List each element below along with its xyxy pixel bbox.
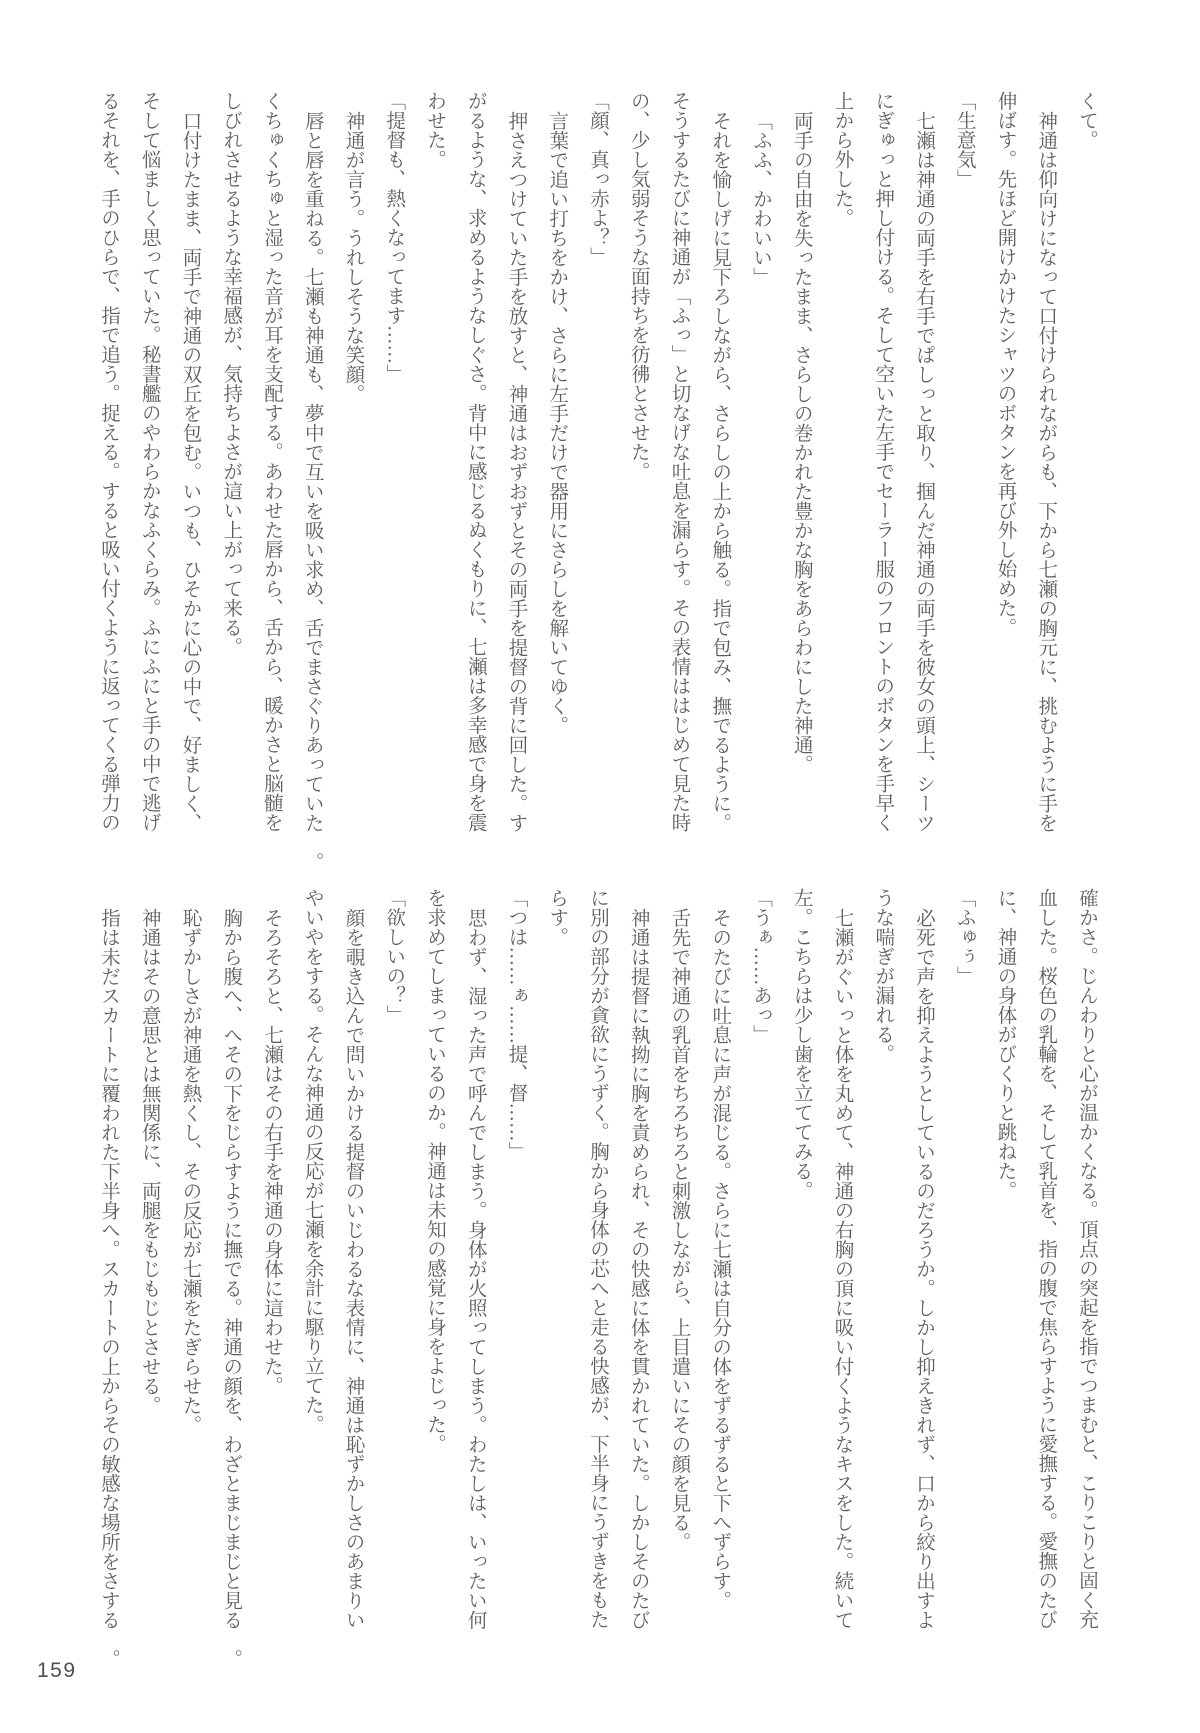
paragraph: 恥ずかしさが神通を熱くし、その反応が七瀬をたぎらせた。 (179, 907, 201, 1434)
dialogue-line: 「ふふ、かわいい」 (750, 110, 771, 286)
paragraph: そのたびに吐息に声が混じる。さらに七瀬は自分の体をずるずると下へずらす。 (709, 907, 731, 1610)
paragraph: 神通は提督に執拗に胸を責められ、その快感に体を貫かれていた。しかしそのたびに別の部分が貪欲にうずく。胸から身体の芯へと走る快感が、下半身にうずきをもたらす。 (546, 888, 649, 1629)
paragraph: 確かさ。じんわりと心が温かくなる。頂点の突起を指でつまむと、こりこりと固く充血した。桜色の乳輪を、そして乳首を、指の腹で焦らすように愛撫する。愛撫のたびに、神通の身体がびくりと跳ねた。 (994, 888, 1097, 1629)
paragraph: 胸から腹へ、へその下をじらすように撫でる。神通の顔を、わざとまじまじと見る。 (220, 907, 242, 1668)
dialogue-line: 「ふゅぅ」 (953, 888, 975, 986)
dialogue-line: 「つは……ぁ……提、督……」 (505, 888, 527, 1161)
dialogue-line: 「顔、真っ赤よ？」 (587, 91, 608, 267)
paragraph: そうするたびに神通が「ふっ」と切なげな吐息を漏らす。その表情ははじめて見た時の、少し気弱そうな面持ちを彷彿とさせた。 (627, 91, 690, 832)
paragraph: 必死で声を抑えようとしているのだろうか。しかし抑えきれず、口から絞り出すような喘ぎが漏れる。 (872, 888, 934, 1629)
paragraph: 言葉で追い打ちをかけ、さらに左手だけで器用にさらしを解いてゆく。 (546, 110, 568, 735)
paragraph: 指は未だスカートに覆われた下半身へ。スカートの上からその敏感な場所をさする。 (98, 907, 119, 1668)
paragraph: 七瀬は神通の両手を右手でぱしっと取り、掴んだ神通の両手を彼女の頭上、シーツにぎゅっと押し付ける。そして空いた左手でセーラー服のフロントのボタンを手早く上から外した。 (831, 91, 934, 832)
paragraph: 口付けたまま、両手で神通の双丘を包む。いつも、ひそかに心の中で、好ましく、そして悩ましく思っていた。秘書艦のやわらかなふくらみ。ふにふにと手の中で逃げるそれを、手のひらで、指で追う。捉える。すると吸い付くように返ってくる弾力の (98, 91, 201, 832)
dialogue-line: 「提督も、熱くなってます……」 (383, 91, 405, 384)
text-block-upper (87, 91, 1106, 871)
paragraph: 舌先で神通の乳首をちろちろと刺激しながら、上目遣いにその顔を見る。 (668, 907, 690, 1551)
paragraph: 七瀬がぐいっと体を丸めて、神通の右胸の頂に吸い付くようなキスをした。続いて左。こちらは少し歯を立ててみる。 (790, 888, 853, 1629)
dialogue-line: 「うぁ……あっ」 (750, 888, 771, 1044)
paragraph: 両手の自由を失ったまま、さらしの巻かれた豊かな胸をあらわにした神通。 (790, 110, 812, 774)
paragraph: くちゅくちゅと湿った音が耳を支配する。あわせた唇から、舌から、暖かさと脳髄をしびれさせるような幸福感が、気持ちよさが這い上がって来る。 (220, 91, 282, 832)
paragraph: 神通は仰向けになって口付けられながらも、下から七瀬の胸元に、挑むように手を伸ばす。先ほど開けかけたシャツのボタンを再び外し始めた。 (994, 91, 1057, 832)
paragraph: そろそろと、七瀬はその右手を神通の身体に這わせた。 (261, 907, 282, 1395)
paragraph: 唇と唇を重ねる。七瀬も神通も、夢中で互いを吸い求め、舌でまさぐりあっていた。 (301, 110, 323, 871)
paragraph: 顔を覗き込んで問いかける提督のいじわるな表情に、神通は恥ずかしさのあまりいやいやをする。そんな神通の反応が七瀬を余計に駆り立てた。 (301, 888, 364, 1629)
paragraph: くて。 (1076, 91, 1097, 150)
text-block-lower (87, 888, 1106, 1668)
paragraph: 押さえつけていた手を放すと、神通はおずおずとその両手を提督の背に回した。すがるような、求めるようなしぐさ。背中に感じるぬくもりに、七瀬は多幸感で身を震わせた。 (424, 91, 527, 832)
paragraph: それを愉しげに見下ろしながら、さらしの上から触る。指で包み、撫でるように。 (709, 110, 731, 832)
paragraph: 思わず、湿った声で呼んでしまう。身体が火照ってしまう。わたしは、いったい何を求めてしまっているのか。神通は未知の感覚に身をよじった。 (424, 888, 486, 1629)
paragraph: 神通が言う。うれしそうな笑顔。 (342, 110, 364, 403)
page-number: 159 (37, 1659, 77, 1682)
dialogue-line: 「欲しいの？」 (383, 888, 405, 1025)
paragraph: 神通はその意思とは無関係に、両腿をもじもじとさせる。 (138, 907, 160, 1415)
dialogue-line: 「生意気」 (953, 91, 975, 189)
